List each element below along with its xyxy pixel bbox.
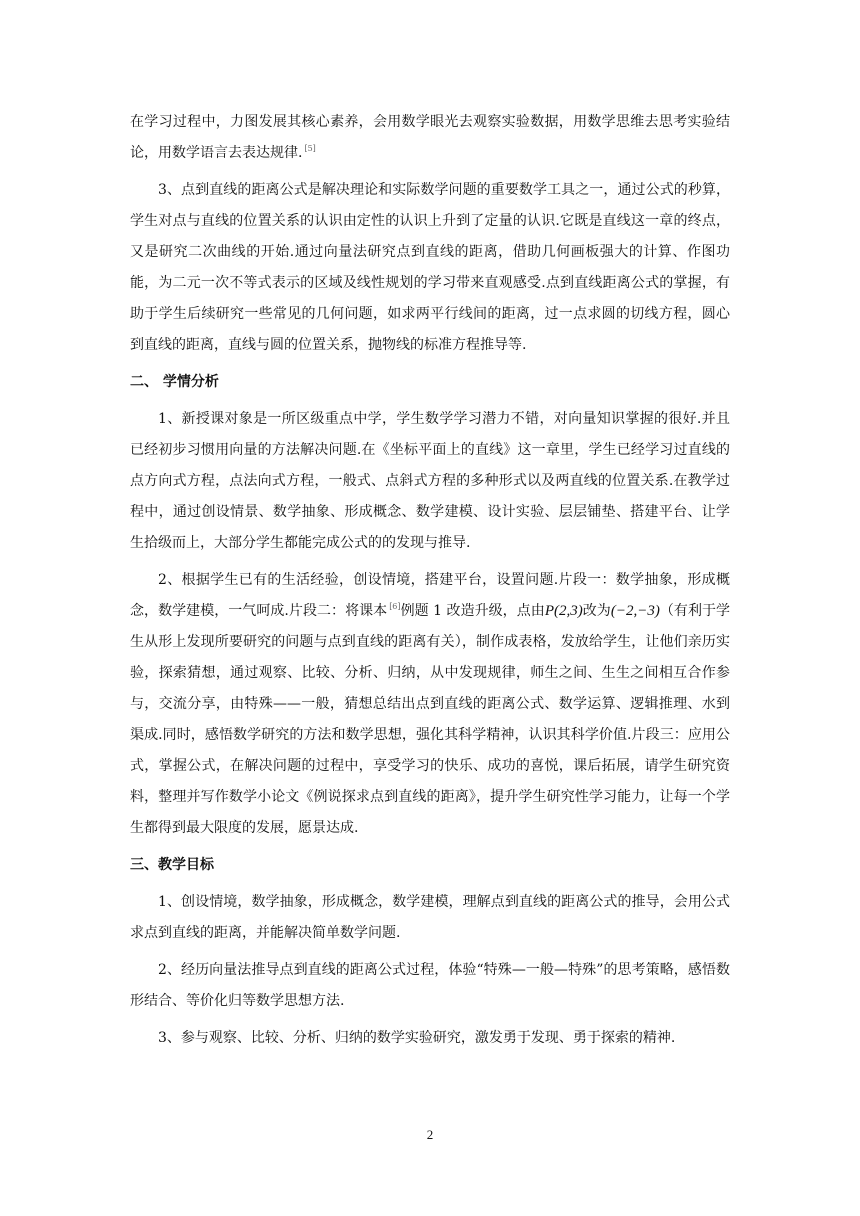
page-content bbox=[130, 107, 730, 1054]
paragraph-goal-1: 1、创设情境，数学抽象，形成概念，数学建模，理解点到直线的距离公式的推导，会用公式求点到直线的距离，并能解决简单数学问题. bbox=[130, 894, 730, 941]
paragraph-text: 例题 1 改造升级，点由 bbox=[400, 603, 545, 619]
citation-ref: [5] bbox=[304, 144, 316, 154]
citation-ref: [6] bbox=[389, 602, 401, 612]
paragraph-text: 2、根据学生已有的生活经验，创设情境，搭建平台，设置问题.片段一：数学抽象，形成概念，数学建模，一气呵成.片段二：将课本 bbox=[130, 572, 730, 619]
paragraph-item-3: 3、点到直线的距离公式是解决理论和实际数学问题的重要数学工具之一，通过公式的秒算，学生对点与直线的位置关系的认识由定性的认识上升到了定量的认识.它既是直线这一章的终点，又是研究二次曲线的开始.通过向量法研究点到直线的距离，借助几何画板强大的计算、作图功能，为二元一次不等式表示的区域及线性规划的学习带来直观感受.点到直线距离公式的掌握，有助于学生后续研究一些常见的几何问题，如求两平行线间的距离，过一点求圆的切线方程，圆心到直线的距离，直线与圆的位置关系，抛物线的标准方程推导等. bbox=[130, 182, 730, 353]
paragraph-continuation bbox=[130, 107, 730, 169]
math-point: (−2,−3) bbox=[610, 603, 660, 619]
section-heading-teaching-goals: 三、教学目标 bbox=[130, 857, 214, 873]
paragraph-goal-3: 3、参与观察、比较、分析、归纳的数学实验研究，激发勇于发现、勇于探索的精神. bbox=[158, 1030, 676, 1046]
paragraph-item-2-students bbox=[130, 565, 730, 844]
paragraph-text: 改为 bbox=[582, 603, 611, 619]
section-heading-learning-analysis: 二、 学情分析 bbox=[130, 374, 219, 390]
paragraph-goal-2: 2、经历向量法推导点到直线的距离公式过程，体验“特殊—一般—特殊”的思考策略，感悟数形结合、等价化归等数学思想方法. bbox=[130, 962, 730, 1009]
page-number: 2 bbox=[426, 1127, 434, 1142]
paragraph-item-1-students: 1、新授课对象是一所区级重点中学，学生数学学习潜力不错，对向量知识掌握的很好.并且已经初步习惯用向量的方法解决问题.在《坐标平面上的直线》这一章里，学生已经学习过直线的点方向式方程，点法向式方程，一般式、点斜式方程的多种形式以及两直线的位置关系.在教学过程中，通过创设情景、数学抽象、形成概念、数学建模、设计实验、层层铺垫、搭建平台、让学生拾级而上，大部分学生都能完成公式的的发现与推导. bbox=[130, 411, 730, 551]
paragraph-text: 在学习过程中，力图发展其核心素养，会用数学眼光去观察实验数据，用数学思维去思考实验结论，用数学语言去表达规律. bbox=[130, 114, 730, 161]
paragraph-text: （有利于学生从形上发现所要研究的问题与点到直线的距离有关），制作成表格，发放给学生，让他们亲历实验，探索猜想，通过观察、比较、分析、归纳，从中发现规律，师生之间、生生之间相互合作参与，交流分享，由特殊——一般，猜想总结出点到直线的距离公式、数学运算、逻辑推理、水到渠成.同时，感悟数学研究的方法和数学思想，强化其科学精神，认识其科学价值.片段三：应用公式，掌握公式，在解决问题的过程中，享受学习的快乐、成功的喜悦，课后拓展，请学生研究资料，整理并写作数学小论文《例说探求点到直线的距离》，提升学生研究性学习能力，让每一个学生都得到最大限度的发展，愿景达成. bbox=[130, 603, 731, 836]
math-point: P(2,3) bbox=[544, 603, 583, 619]
